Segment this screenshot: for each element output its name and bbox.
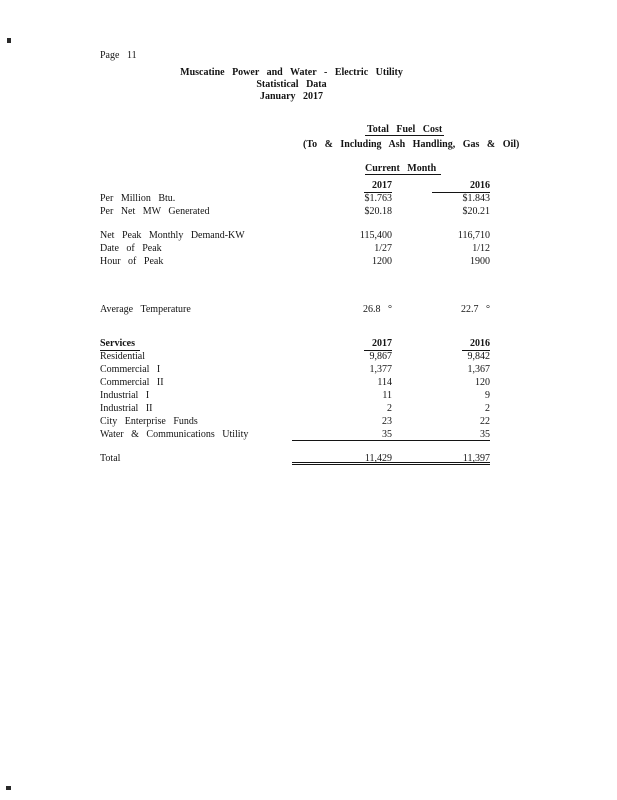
value-2017: 9,867: [369, 351, 392, 362]
value-2016: 1900: [470, 256, 490, 267]
fuel-cost-heading: [365, 124, 444, 136]
services-header-row: [100, 337, 492, 350]
row-label: Average Temperature: [100, 304, 191, 315]
fuel-cost-table: [100, 192, 492, 218]
table-row: [100, 389, 492, 402]
peak-demand-table: [100, 229, 492, 268]
table-row: [100, 192, 492, 205]
current-month-header: [365, 163, 441, 175]
table-row: [100, 242, 492, 255]
row-label: Per Million Btu.: [100, 193, 176, 204]
value-2016: 9,842: [467, 351, 490, 362]
title-line-3: January 2017: [259, 91, 324, 102]
row-label: Industrial II: [100, 403, 153, 414]
value-2017: 11: [382, 390, 392, 401]
total-label: Total: [100, 453, 121, 464]
row-label: Residential: [100, 351, 145, 362]
value-2016: $20.21: [462, 206, 490, 217]
value-2017: $20.18: [364, 206, 392, 217]
value-2016: $1.843: [462, 193, 490, 204]
row-label: City Enterprise Funds: [100, 416, 198, 427]
value-2017: 1200: [372, 256, 392, 267]
scan-artifact: [7, 38, 11, 43]
page-number-label: Page 11: [100, 50, 137, 61]
value-2017: 1,377: [369, 364, 392, 375]
table-row: [100, 350, 492, 363]
table-row: [100, 303, 492, 316]
total-2016: 11,397: [392, 452, 490, 465]
empty-cell: [100, 179, 292, 192]
services-year-col-2016: 2016: [392, 337, 490, 350]
value-2017: 23: [382, 416, 392, 427]
value-2017: 114: [377, 377, 392, 388]
table-row: [100, 402, 492, 415]
fuel-year-col-2016: 2016: [392, 179, 490, 192]
row-label: Commercial II: [100, 377, 164, 388]
value-2017: 2: [387, 403, 392, 414]
value-2016: 1/12: [472, 243, 490, 254]
document-title: [0, 67, 583, 103]
total-2017: 11,429: [292, 452, 392, 465]
table-row: [100, 452, 492, 465]
row-label: Industrial I: [100, 390, 150, 401]
title-line-1: Muscatine Power and Water - Electric Utility: [180, 67, 403, 78]
value-2017: 115,400: [359, 230, 392, 241]
row-label: Commercial I: [100, 364, 161, 375]
services-table: [100, 350, 492, 441]
value-2016: 1,367: [467, 364, 490, 375]
fuel-cost-heading-text: Total Fuel Cost: [367, 124, 443, 135]
fuel-cost-subheading: (To & Including Ash Handling, Gas & Oil): [303, 139, 520, 150]
table-row: [100, 428, 492, 441]
table-row: [100, 229, 492, 242]
table-row: [100, 205, 492, 218]
value-2016: 22: [480, 416, 490, 427]
services-heading: Services: [100, 337, 292, 350]
value-2017: 35: [292, 428, 392, 441]
value-2017: 26.8 °: [363, 304, 392, 315]
table-row: [100, 415, 492, 428]
scan-artifact: [6, 786, 11, 790]
value-2016: 9: [485, 390, 490, 401]
value-2016: 2: [485, 403, 490, 414]
fuel-year-col-2017: 2017: [292, 179, 392, 192]
fuel-year-header-row: [100, 179, 492, 192]
row-label: Hour of Peak: [100, 256, 164, 267]
temperature-table: [100, 303, 492, 316]
value-2016: 22.7 °: [461, 304, 490, 315]
row-label: Net Peak Monthly Demand-KW: [100, 230, 245, 241]
value-2016: 116,710: [457, 230, 490, 241]
table-row: [100, 363, 492, 376]
value-2017: 1/27: [374, 243, 392, 254]
value-2017: $1.763: [364, 193, 392, 204]
value-2016: 35: [392, 428, 490, 441]
services-total-row: [100, 452, 492, 465]
value-2016: 120: [475, 377, 490, 388]
row-label: Per Net MW Generated: [100, 206, 210, 217]
row-label: Water & Communications Utility: [100, 429, 249, 440]
table-row: [100, 376, 492, 389]
services-year-col-2017: 2017: [292, 337, 392, 350]
row-label: Date of Peak: [100, 243, 162, 254]
title-line-2: Statistical Data: [256, 79, 327, 90]
current-month-text: Current Month: [365, 163, 441, 175]
table-row: [100, 255, 492, 268]
